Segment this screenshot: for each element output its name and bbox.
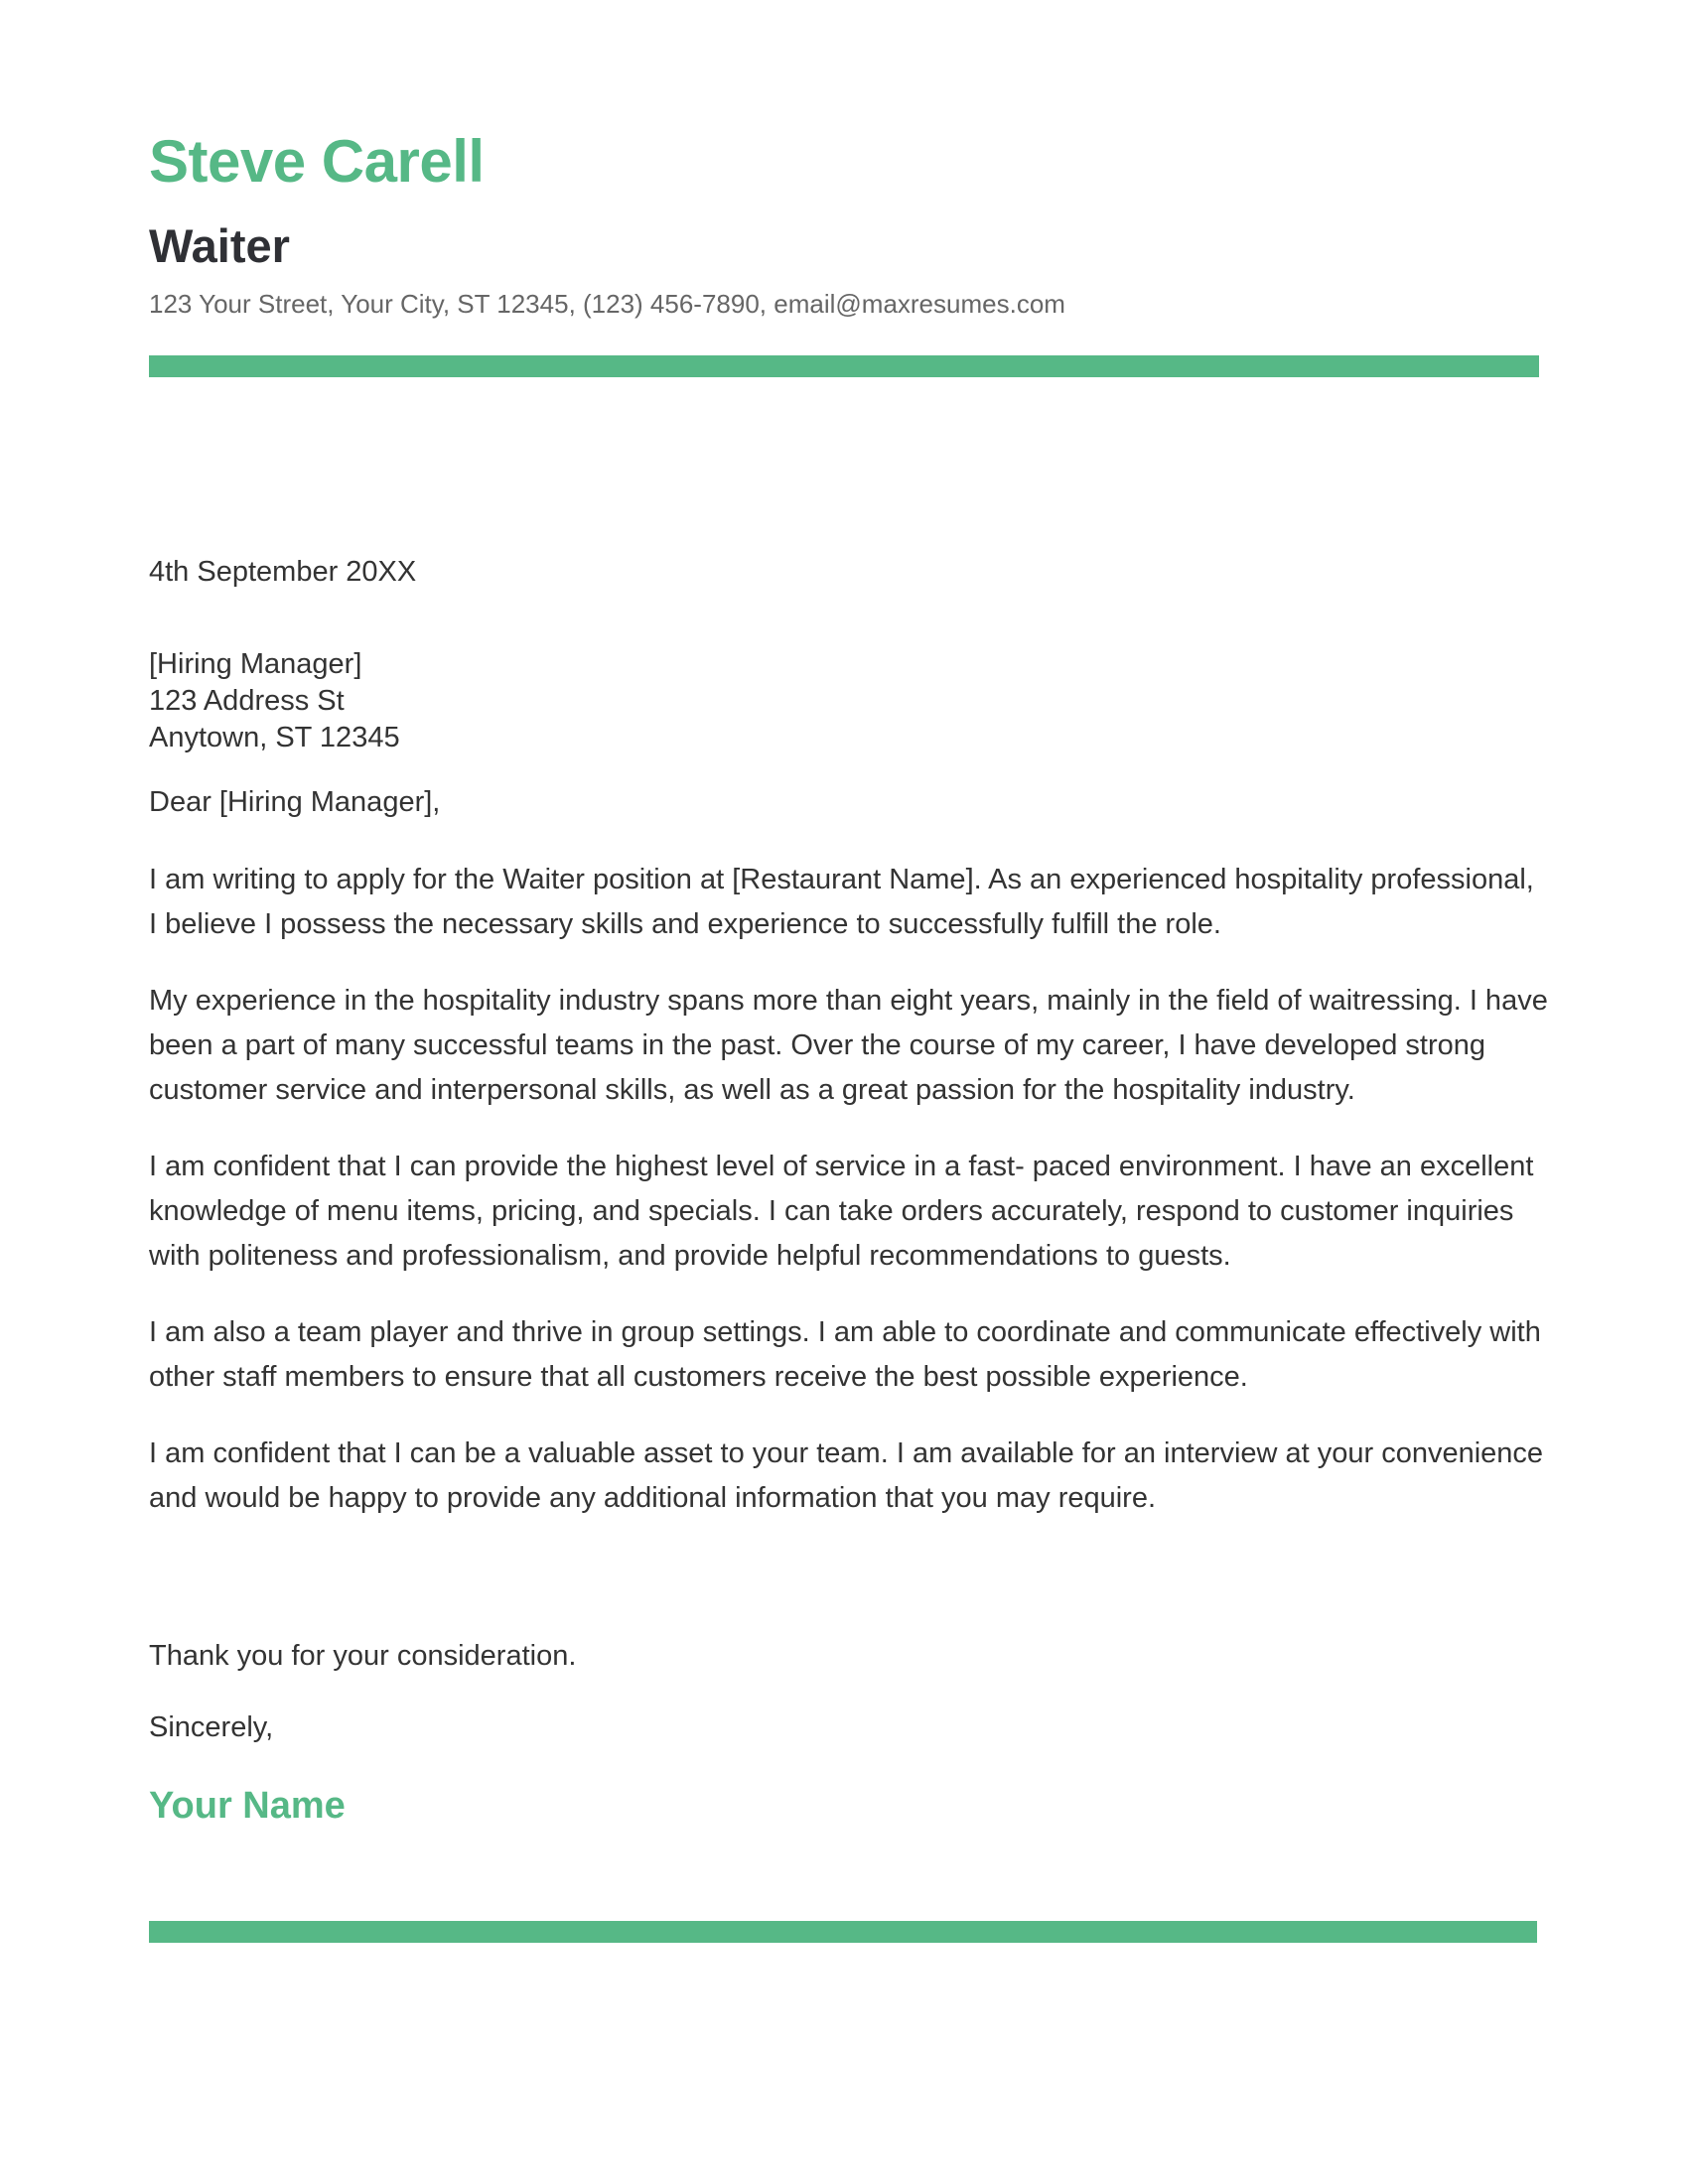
body-paragraph: I am confident that I can provide the highest level of service in a fast- paced environment. I have an excellent knowledge of menu items, pricing, and specials. I can take orders accurately, respond to customer inquiries with politeness and professionalism, and provide helpful recommendations to guests.	[149, 1151, 1534, 1272]
footer-divider	[149, 1921, 1537, 1943]
recipient-street: 123 Address St	[149, 685, 345, 717]
recipient-block	[149, 646, 400, 756]
body-paragraph: My experience in the hospitality industry spans more than eight years, mainly in the field of waitressing. I have been a part of many successful teams in the past. Over the course of my career, I have developed strong customer service and interpersonal skills, as well as a great passion for the hospitality industry.	[149, 985, 1548, 1106]
letter-date: 4th September 20XX	[149, 556, 417, 588]
body-paragraph: I am confident that I can be a valuable asset to your team. I am available for an interview at your convenience and would be happy to provide any additional information that you may require.	[149, 1437, 1544, 1514]
applicant-name: Steve Carell	[149, 128, 485, 195]
salutation: Dear [Hiring Manager],	[149, 786, 441, 818]
sign-off: Sincerely,	[149, 1711, 274, 1743]
job-title: Waiter	[149, 219, 290, 272]
body-paragraph: I am writing to apply for the Waiter position at [Restaurant Name]. As an experienced hospitality professional, I believe I possess the necessary skills and experience to successfully fulfill the role.	[149, 864, 1534, 940]
recipient-city: Anytown, ST 12345	[149, 722, 400, 753]
body-paragraph: I am also a team player and thrive in group settings. I am able to coordinate and communicate effectively with other staff members to ensure that all customers receive the best possible experience.	[149, 1316, 1541, 1393]
contact-info: 123 Your Street, Your City, ST 12345, (123) 456-7890, email@maxresumes.com	[149, 289, 1065, 319]
recipient-name: [Hiring Manager]	[149, 648, 362, 680]
closing-thanks: Thank you for your consideration.	[149, 1640, 577, 1672]
header-divider	[149, 355, 1539, 377]
letter-body	[149, 858, 1549, 1553]
signature-name: Your Name	[149, 1785, 346, 1827]
